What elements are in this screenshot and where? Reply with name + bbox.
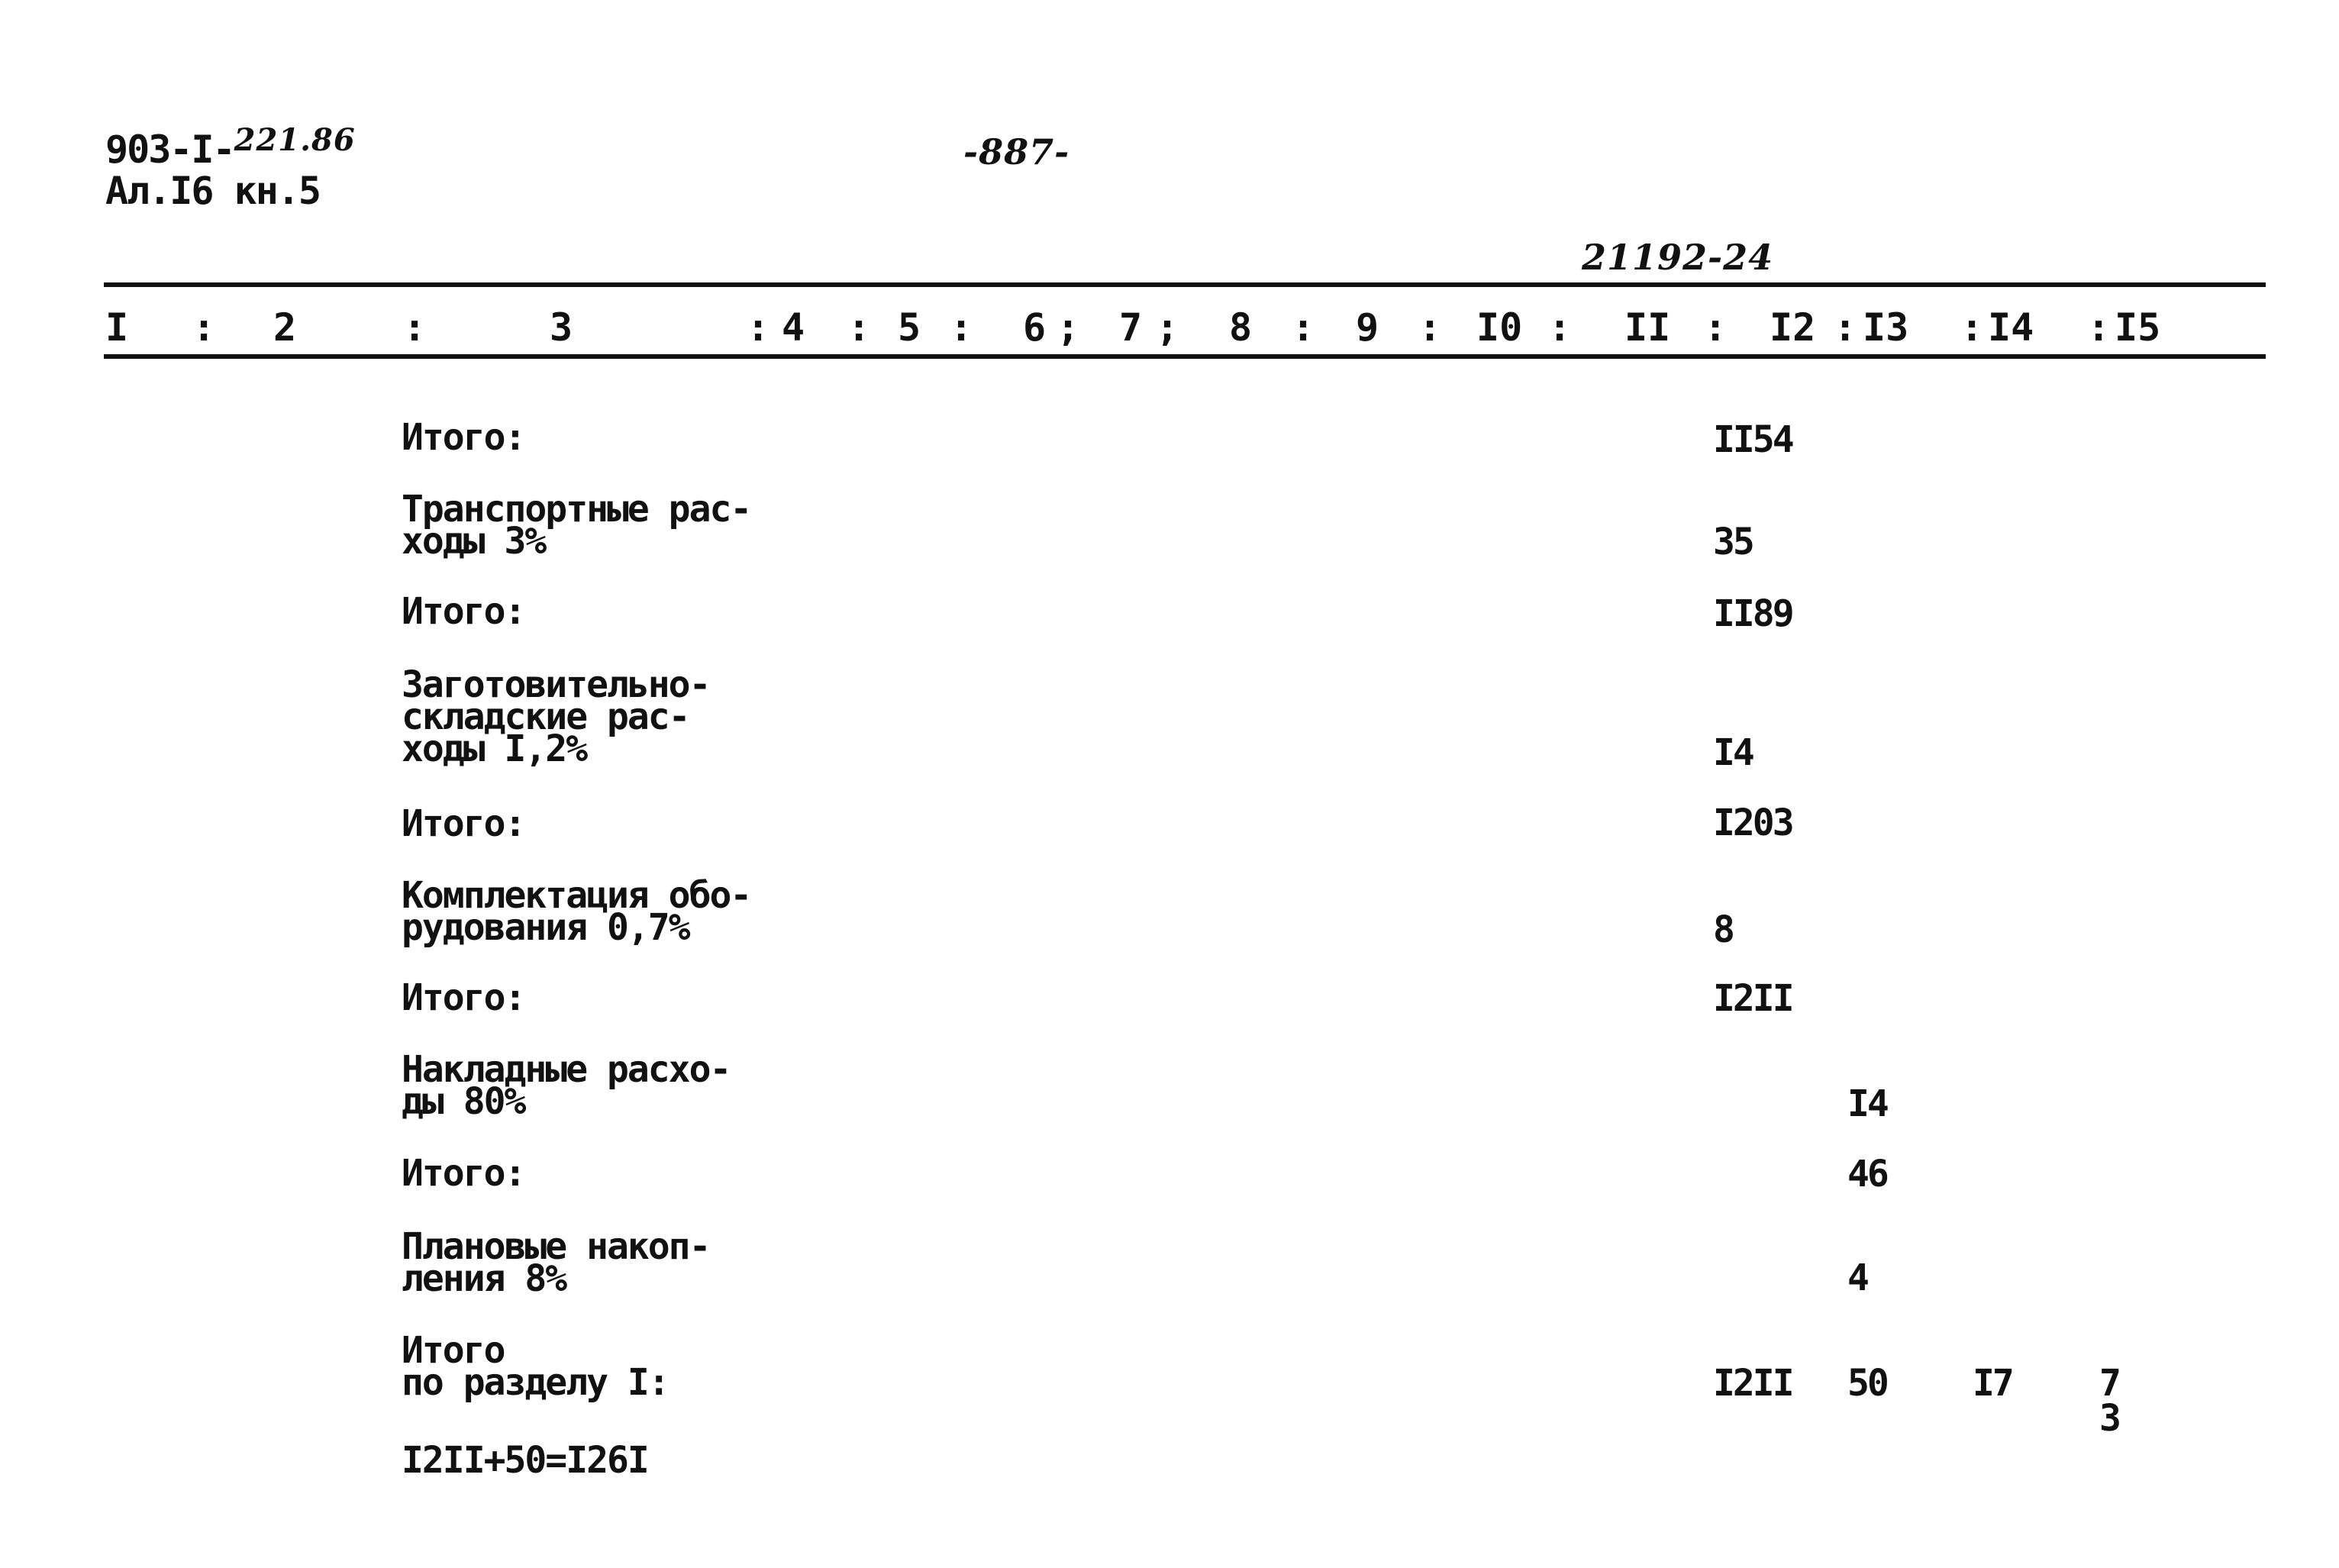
column-header-2: 2 <box>273 305 297 350</box>
column-header-6: 6 <box>1023 305 1047 350</box>
row-label: Плановые накоп- ления 8% <box>402 1225 710 1300</box>
cell-col12: I203 <box>1713 802 1792 844</box>
column-header-14: I4 <box>1988 305 2034 350</box>
column-separator: : <box>1548 305 1572 350</box>
column-header-10: I0 <box>1476 305 1523 350</box>
column-separator: : <box>747 305 770 350</box>
cell-col12: I2II <box>1713 977 1792 1020</box>
column-header-4: 4 <box>782 305 805 350</box>
column-header-15: I5 <box>2115 305 2161 350</box>
column-header-7: 7 <box>1119 305 1143 350</box>
cell-col12: II54 <box>1713 418 1792 461</box>
cell-col12: 8 <box>1713 908 1733 951</box>
column-separator: : <box>847 305 871 350</box>
cell-col12: II89 <box>1713 592 1792 635</box>
row-label: Итого: <box>402 976 525 1019</box>
cell-col12: I2II <box>1713 1362 1792 1405</box>
row-label: Заготовительно- складские рас- ходы I,2% <box>402 663 710 770</box>
row-label: I2II+50=I26I <box>402 1439 648 1482</box>
column-header-13: I3 <box>1863 305 1909 350</box>
cell-col15-top: 7 <box>2099 1362 2119 1405</box>
column-header-11: II <box>1624 305 1671 350</box>
column-separator: : <box>1418 305 1442 350</box>
column-header-3: 3 <box>550 305 573 350</box>
column-separator: : <box>403 305 427 350</box>
row-label: Комплектация обо- рудования 0,7% <box>402 874 751 949</box>
column-separator: : <box>1960 305 1984 350</box>
document-code-handwritten: 221.86 <box>234 122 356 158</box>
table-header-bottom-rule <box>104 354 2266 359</box>
column-separator: : <box>192 305 216 350</box>
cell-col15-bottom: 3 <box>2099 1397 2119 1440</box>
row-label: Итого: <box>402 1152 525 1195</box>
cell-col13: I4 <box>1847 1082 1887 1125</box>
row-label: Итого: <box>402 590 525 633</box>
row-label: Итого: <box>402 416 525 459</box>
column-separator: : <box>1704 305 1728 350</box>
column-header-5: 5 <box>898 305 921 350</box>
sheet-code: 21192-24 <box>1582 237 1774 278</box>
row-label: Транспортные рас- ходы 3% <box>402 488 751 563</box>
row-label: Итого: <box>402 802 525 845</box>
cell-col12: 35 <box>1713 521 1753 563</box>
column-separator: : <box>950 305 973 350</box>
column-separator: : <box>2087 305 2111 350</box>
column-separator: : <box>1292 305 1315 350</box>
page-number: -887- <box>963 131 1070 173</box>
table-top-rule <box>104 282 2266 287</box>
cell-col13: 4 <box>1847 1257 1867 1299</box>
column-header-9: 9 <box>1356 305 1379 350</box>
column-separator: ; <box>1057 305 1080 350</box>
cell-col13: 46 <box>1847 1153 1887 1195</box>
cell-col12: I4 <box>1713 731 1753 774</box>
document-code <box>105 122 356 172</box>
column-header-8: 8 <box>1229 305 1253 350</box>
album-reference: Ал.I6 кн.5 <box>105 169 321 213</box>
column-separator: ; <box>1156 305 1179 350</box>
column-separator: : <box>1834 305 1857 350</box>
cell-col13: 50 <box>1847 1362 1887 1405</box>
row-label: Итого по разделу I: <box>402 1329 669 1404</box>
cell-col14: I7 <box>1973 1362 2012 1405</box>
document-code-prefix: 903-I- <box>105 127 234 172</box>
column-header-1: I <box>105 305 129 350</box>
row-label: Накладные расхо- ды 80% <box>402 1048 731 1123</box>
column-header-12: I2 <box>1770 305 1816 350</box>
